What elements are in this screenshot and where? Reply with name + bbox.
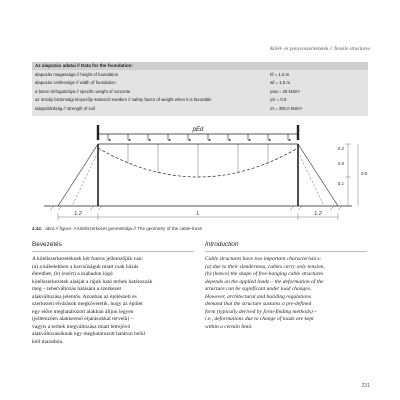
row-value: σt = 300.0 kN/m²	[270, 105, 303, 111]
table-row	[32, 105, 368, 112]
row-value: γG = 0.9	[270, 97, 287, 102]
paragraph-line: (a) a kábelekben a karcsúságuk miatt csak húzás	[32, 263, 139, 270]
table-row	[32, 96, 368, 103]
left-inner-stay	[72, 152, 98, 206]
english-paragraph	[205, 256, 367, 331]
row-value: hf = 1.5 m	[270, 72, 290, 77]
section-title-en: Introduction	[205, 241, 239, 248]
hangers	[128, 144, 268, 177]
caption-number: 4.42.	[32, 226, 43, 231]
row-value: wf = 1.5 m	[270, 80, 290, 85]
paragraph-line: kötélszerkezetek alakját a rájuk ható terhek határozzák	[32, 278, 153, 285]
dim-h1-label: 0.2	[337, 146, 344, 151]
ground-hatch	[50, 206, 342, 210]
paragraph-line: ébredhet, (b) (ezért) a szabadon lógó	[32, 271, 113, 277]
running-header: Kötél- és ponyvaszerkezetek // Tensile structures	[269, 46, 370, 52]
page-number: 231	[361, 383, 370, 389]
paragraph-line: meg – teherváltozás hatására a szerkezet	[32, 286, 122, 292]
paragraph-line: depends on the applied loads – the deformation of the	[205, 278, 324, 285]
paragraph-line: kell maradnia.	[32, 338, 64, 345]
table-row	[32, 88, 368, 95]
table-row	[32, 71, 368, 78]
dim-span-label: L	[196, 211, 200, 217]
dim-h2-label: 5.8	[337, 161, 344, 166]
paragraph-line: (jellemzően alakkereső eljárásokkal terveik) –	[32, 316, 134, 322]
foundation-data-table	[32, 62, 368, 116]
load-label: pEd	[192, 127, 204, 133]
table-title: Az alapozás adatai // Data for the foundation:	[35, 63, 134, 68]
hungarian-paragraph	[32, 256, 194, 346]
paragraph-line: Cable structures have two important characteristics:	[205, 256, 322, 262]
row-label: talajszilárdság // strength of soil	[35, 105, 95, 111]
distributed-load	[98, 125, 298, 140]
left-backstay	[58, 144, 98, 206]
paragraph-line: vagyis a terhek megváltozása miatt létrejövő	[32, 323, 131, 330]
paragraph-line: within a certain limit.	[205, 323, 253, 330]
dim-h3-label: 0.1	[337, 181, 344, 186]
cable-truss-figure	[30, 120, 370, 225]
row-label: alapozás szélessége // width of foundation	[35, 80, 116, 85]
caption-label: ábra // figure:	[45, 226, 73, 231]
title-rule-left	[32, 251, 194, 252]
paragraph-line: form (typically derived by form-finding methods) –	[205, 308, 317, 315]
title-rule-right	[205, 251, 367, 252]
right-inner-stay	[298, 152, 324, 206]
row-label: a beton térfogatsúlya // specific weight of concrete	[35, 88, 131, 94]
paragraph-line: egy előre meghatározott alakban álljon legyen	[32, 308, 134, 315]
paragraph-line: i.e., deformations due to change of loads are kept	[205, 316, 314, 322]
caption-text: A kötélszerkezet geometriája // The geometry of the cable-truss	[73, 226, 202, 231]
dimension-lines	[58, 144, 358, 220]
paragraph-line: demand that the structure sustains a pre-defined	[205, 301, 312, 307]
dim-h4-label: 0.8	[360, 171, 368, 176]
paragraph-line: (b) (hence) the shape of free-hanging cable structures	[205, 271, 324, 277]
paragraph-line: (a) due to their slenderness, cables carry only tension,	[205, 263, 325, 270]
row-label: az önsúly biztonsági tényezője kedvező esetben // safety factor of weight when it is favorable	[35, 97, 212, 102]
right-backstay	[298, 144, 338, 206]
paragraph-line: A kötélszerkezeteknek két fontos jellemzőjük van:	[32, 256, 144, 262]
paragraph-line: szerkezeti elvárások megkövetelik, hogy az épület	[32, 301, 143, 307]
paragraph-line: alakváltozásoknak egy meghatározott határon belül	[32, 331, 146, 337]
paragraph-line: alakváltozása jelentős. Azonban az építészeti és	[32, 293, 137, 300]
figure-caption	[32, 226, 202, 231]
row-label: alapozás magassága // height of foundation	[35, 72, 119, 77]
dim-right-label: 1.2	[314, 211, 322, 217]
dim-left-label: 1.2	[74, 211, 82, 217]
paragraph-line: structure can be significant under load changes.	[205, 286, 312, 292]
row-value: ρsw = 25 kN/m³	[270, 88, 301, 94]
section-title-hu: Bevezetés	[32, 241, 62, 248]
paragraph-line: However, architectural and building regulations	[205, 293, 312, 300]
table-title-row	[32, 62, 368, 70]
table-row	[32, 79, 368, 86]
